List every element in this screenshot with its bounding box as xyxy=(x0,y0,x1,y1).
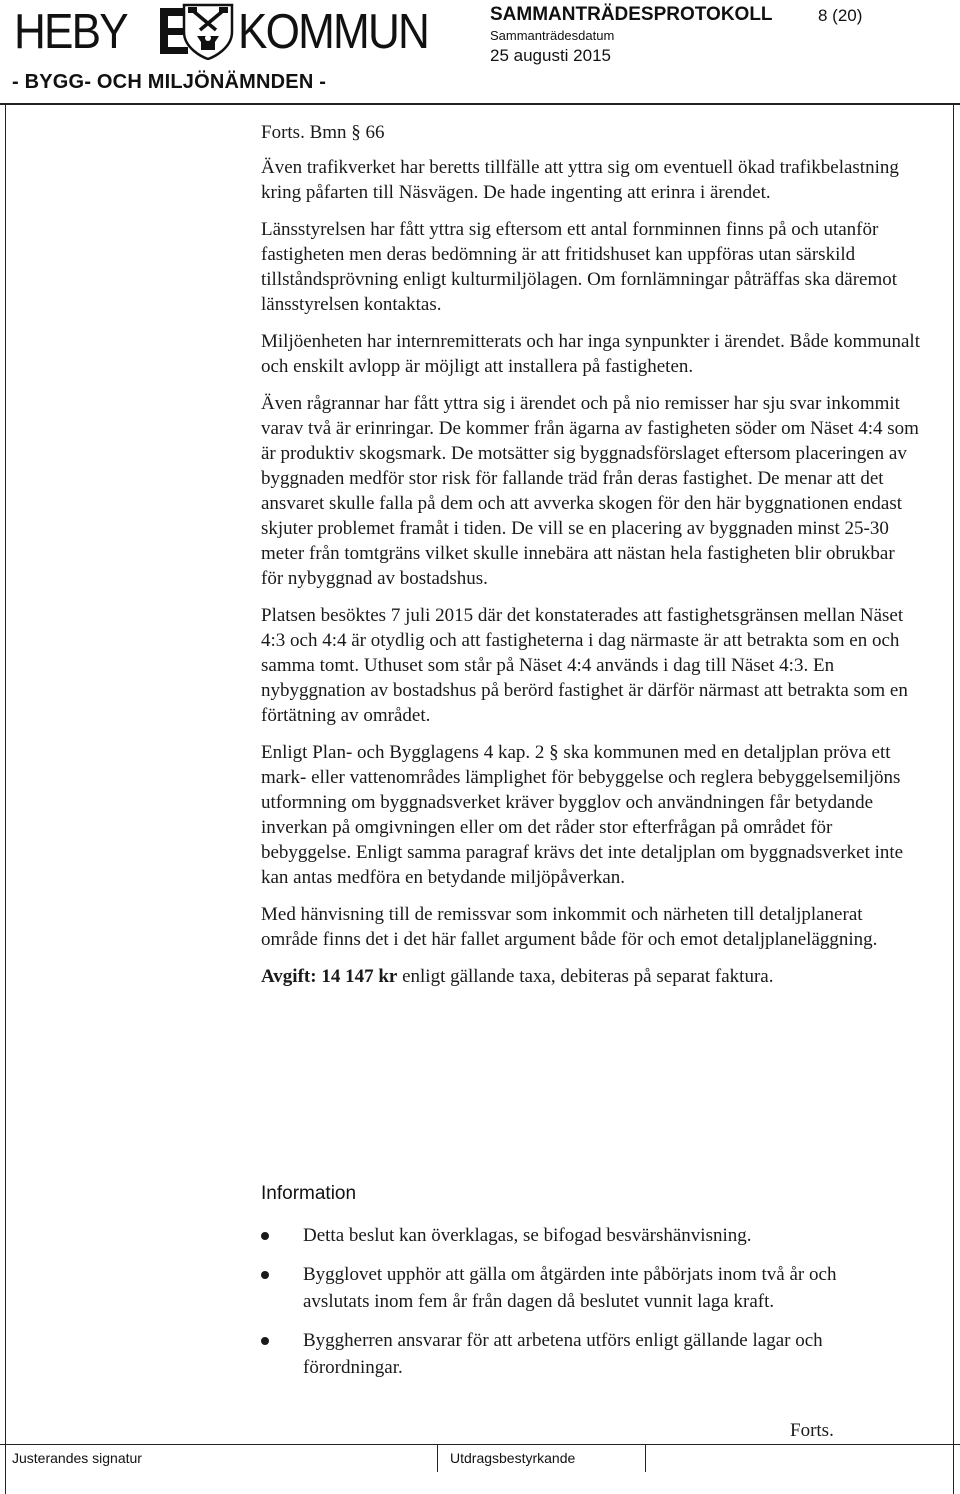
page-number: 8 (20) xyxy=(818,6,863,25)
paragraph-neighbours: Även rågrannar har fått yttra sig i ärendet och på nio remisser har sju svar inkommit varav två är erinringar. De kommer från ägarna av fastigheten söder om Näset 4:4 som är produktiv skogsmark. De motsätter sig byggnadsförslaget eftersom placeringen av byggnaden medför stor risk för fallande träd från deras fastighet. De menar att det ansvaret skulle falla på dem och att avverka skogen för den här byggnationen endast skjuter problemet framåt i tiden. De vill se en placering av byggnaden minst 25-30 meter från tomtgräns vilket skulle innebära att nästan hela fastigheten blir obrukbar för nybyggnad av bostadshus. xyxy=(261,393,919,589)
footer-separator xyxy=(437,1444,438,1472)
coat-of-arms-icon xyxy=(154,2,234,60)
left-margin-line xyxy=(5,104,6,1494)
protocol-title: SAMMANTRÄDESPROTOKOLL xyxy=(490,4,773,25)
information-heading: Information xyxy=(261,1183,357,1204)
logo-text-kommun: KOMMUN xyxy=(238,5,429,59)
list-item xyxy=(261,1222,881,1249)
bullet-icon xyxy=(261,1271,269,1279)
header-divider xyxy=(0,103,960,105)
continued-marker: Forts. xyxy=(790,1420,834,1441)
logo-text-heby: HEBY xyxy=(14,5,127,59)
meeting-date-label: Sammanträdesdatum xyxy=(490,28,615,43)
footer-divider xyxy=(0,1444,960,1445)
right-margin-line xyxy=(953,104,954,1494)
list-item xyxy=(261,1327,881,1381)
document-body xyxy=(261,120,921,989)
bullet-icon xyxy=(261,1232,269,1240)
fee-line xyxy=(261,964,921,989)
paragraph-environment-unit: Miljöenheten har internremitterats och har inga synpunkter i ärendet. Både kommunalt och enskilt avlopp är möjligt att installera på fastigheten. xyxy=(261,331,920,377)
fee-text: enligt gällande taxa, debiteras på separat faktura. xyxy=(397,966,774,987)
bullet-icon xyxy=(261,1337,269,1345)
paragraph-planning-act: Enligt Plan- och Bygglagens 4 kap. 2 § ska kommunen med en detaljplan pröva ett mark- eller vattenområdes lämplighet för bebyggelse och reglera bebyggelsemiljöns utformning om byggnadsverket kräver bygglov och användningen får betydande inverkan på omgivningen eller om det råder stor efterfrågan på området för bebyggelse. Enligt samma paragraf krävs det inte detaljplan om byggnadsverket inte kan antas medföra en betydande miljöpåverkan. xyxy=(261,742,904,888)
paragraph-traffic-agency: Även trafikverket har beretts tillfälle att yttra sig om eventuell ökad trafikbelastning kring påfarten till Näsvägen. De hade ingenting att erinra i ärendet. xyxy=(261,157,899,203)
municipality-logo xyxy=(14,2,429,64)
information-list xyxy=(261,1222,881,1381)
list-item xyxy=(261,1261,881,1315)
department-name: - BYGG- OCH MILJÖNÄMNDEN - xyxy=(12,71,327,93)
information-item-text: Byggherren ansvarar för att arbetena utförs enligt gällande lagar och förordningar. xyxy=(303,1330,823,1378)
paragraph-conclusion: Med hänvisning till de remissvar som inkommit och närheten till detaljplanerat område finns det i det här fallet argument både för och emot detaljplaneläggning. xyxy=(261,904,878,950)
footer-separator xyxy=(645,1444,646,1472)
meeting-date: 25 augusti 2015 xyxy=(490,46,611,65)
fee-label: Avgift: 14 147 kr xyxy=(261,966,398,987)
signature-field-label: Justerandes signatur xyxy=(12,1450,142,1466)
paragraph-county-board: Länsstyrelsen har fått yttra sig eftersom ett antal fornminnen finns på och utanför fastigheten men deras bedömning är att fritidshuset kan uppföras utan särskild tillståndsprövning enligt kulturmiljölagen. Om fornlämningar påträffas ska däremot länsstyrelsen kontaktas. xyxy=(261,219,898,315)
information-item-text: Detta beslut kan överklagas, se bifogad besvärshänvisning. xyxy=(303,1225,752,1246)
continuation-reference: Forts. Bmn § 66 xyxy=(261,122,385,143)
certification-field-label: Utdragsbestyrkande xyxy=(450,1450,576,1466)
information-item-text: Bygglovet upphör att gälla om åtgärden inte påbörjats inom två år och avslutats inom fem år från dagen då beslutet vunnit laga kraft. xyxy=(303,1264,837,1312)
paragraph-site-visit: Platsen besöktes 7 juli 2015 där det konstaterades att fastighetsgränsen mellan Näset 4:3 och 4:4 är otydlig och att fastigheterna i dag närmaste är att betrakta som en och samma tomt. Uthuset som står på Näset 4:4 används i dag till Näset 4:3. En nybyggnation av bostadshus på berörd fastighet är därför närmast att betrakta som en förtätning av området. xyxy=(261,605,908,726)
